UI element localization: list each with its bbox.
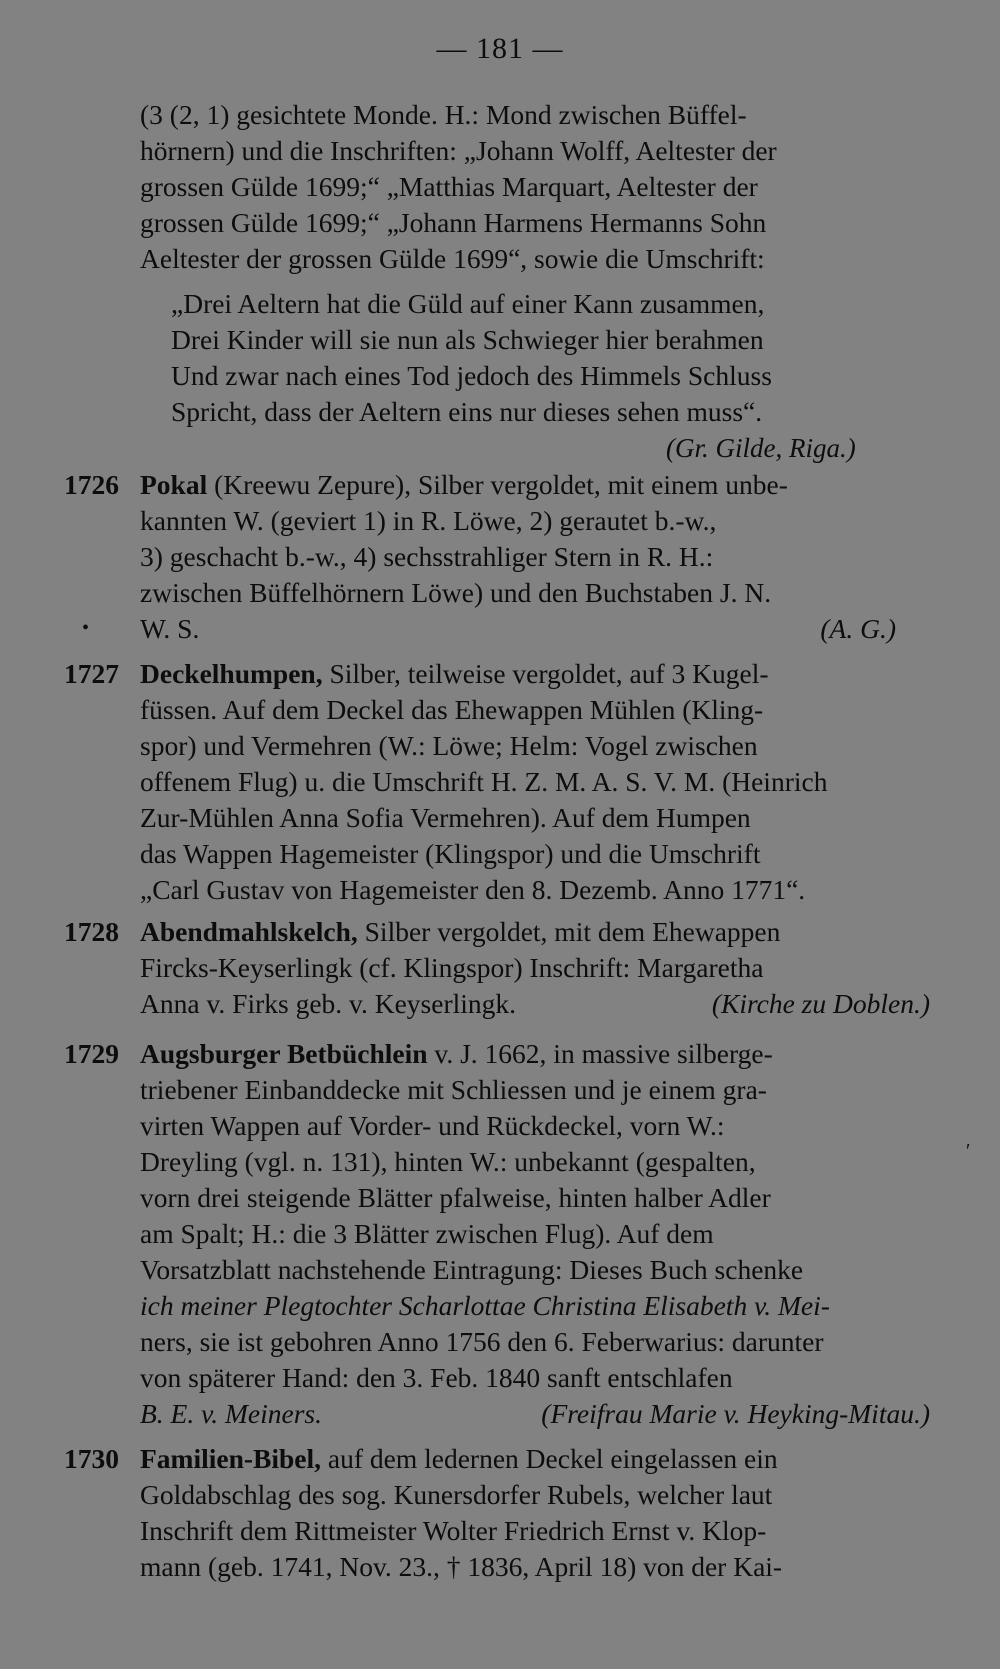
text-run: auf dem ledernen Deckel eingelassen ein bbox=[321, 1443, 778, 1474]
entry-title: Pokal bbox=[140, 469, 208, 500]
entry-title: Familien-Bibel, bbox=[140, 1443, 322, 1474]
text-line: Fircks-Keyserlingk (cf. Klingspor) Inschrift: Margaretha bbox=[140, 952, 764, 983]
text-line: B. E. v. Meiners. (Freifrau Marie v. Heyking-Mitau.) bbox=[140, 1396, 930, 1432]
entry-1728 bbox=[140, 914, 930, 1022]
text-line: offenem Flug) u. die Umschrift H. Z. M. A. S. V. M. (Heinrich bbox=[140, 766, 828, 797]
text-run: (Kreewu Zepure), Silber vergoldet, mit einem unbe- bbox=[207, 469, 788, 500]
text-line: ners, sie ist gebohren Anno 1756 den 6. Feberwarius: darunter bbox=[140, 1326, 824, 1357]
text-run: Silber, teilweise vergoldet, auf 3 Kugel- bbox=[322, 658, 769, 689]
entry-1727 bbox=[140, 656, 930, 908]
verse-line: Und zwar nach eines Tod jedoch des Himmels Schluss bbox=[171, 360, 772, 391]
text-line: „Carl Gustav von Hagemeister den 8. Dezemb. Anno 1771“. bbox=[140, 874, 806, 905]
text-line: Goldabschlag des sog. Kunersdorfer Rubels, welcher laut bbox=[140, 1479, 773, 1510]
text-line: virten Wappen auf Vorder- und Rückdeckel, vorn W.: bbox=[140, 1110, 725, 1141]
text-run: Silber vergoldet, mit dem Ehewappen bbox=[357, 916, 781, 947]
margin-mark: • bbox=[82, 617, 90, 639]
entry-number: 1728 bbox=[64, 916, 119, 947]
verse-line: Spricht, dass der Aeltern eins nur dieses sehen muss“. bbox=[171, 396, 763, 427]
text-line bbox=[140, 467, 930, 503]
text-line: 3) geschacht b.-w., 4) sechsstrahliger Stern in R. H.: bbox=[140, 541, 714, 572]
text-line: grossen Gülde 1699;“ „Matthias Marquart, Aeltester der bbox=[140, 171, 758, 202]
text-line: mann (geb. 1741, Nov. 23., † 1836, April 18) von der Kai- bbox=[140, 1551, 783, 1582]
entry-1729 bbox=[140, 1036, 930, 1432]
text-run bbox=[140, 1036, 773, 1072]
text-line: (3 (2, 1) gesichtete Monde. H.: Mond zwischen Büffel- bbox=[140, 99, 747, 130]
text-line: triebener Einbanddecke mit Schliessen und je einem gra- bbox=[140, 1074, 767, 1105]
text-line: spor) und Vermehren (W.: Löwe; Helm: Vogel zwischen bbox=[140, 730, 758, 761]
entry-source: (Gr. Gilde, Riga.) bbox=[666, 433, 856, 463]
intro-paragraph bbox=[140, 97, 930, 277]
entry-number: 1727 bbox=[64, 658, 119, 689]
text-line: am Spalt; H.: die 3 Blätter zwischen Flug). Auf dem bbox=[140, 1218, 714, 1249]
verse-line: „Drei Aeltern hat die Güld auf einer Kann zusammen, bbox=[171, 288, 765, 319]
verse-line: Drei Kinder will sie nun als Schwieger hier berahmen bbox=[171, 324, 764, 355]
text-run bbox=[140, 914, 780, 950]
verse-quote bbox=[171, 286, 901, 430]
margin-mark: ′ bbox=[966, 1140, 971, 1162]
text-run bbox=[140, 1441, 778, 1477]
text-line: Zur-Mühlen Anna Sofia Vermehren). Auf dem Humpen bbox=[140, 802, 751, 833]
text-line: grossen Gülde 1699;“ „Johann Harmens Hermanns Sohn bbox=[140, 207, 767, 238]
text-line: Aeltester der grossen Gülde 1699“, sowie die Umschrift: bbox=[140, 243, 765, 274]
entry-source: (A. G.) bbox=[820, 613, 896, 644]
entry-title: Augsburger Betbüchlein bbox=[140, 1038, 428, 1069]
text-line: Anna v. Firks geb. v. Keyserlingk. (Kirche zu Doblen.) bbox=[140, 986, 930, 1022]
text-line bbox=[140, 914, 930, 950]
text-line: füssen. Auf dem Deckel das Ehewappen Mühlen (Kling- bbox=[140, 694, 764, 725]
text-line: ich meiner Plegtochter Scharlottae Christina Elisabeth v. Mei- bbox=[140, 1290, 830, 1321]
text-line: W. S. (A. G.) bbox=[140, 611, 930, 647]
entry-source: (Kirche zu Doblen.) bbox=[711, 988, 930, 1019]
text-line: von späterer Hand: den 3. Feb. 1840 sanft entschlafen bbox=[140, 1362, 733, 1393]
entry-number: 1730 bbox=[64, 1443, 119, 1474]
text-line: das Wappen Hagemeister (Klingspor) und die Umschrift bbox=[140, 838, 761, 869]
entry-number: 1729 bbox=[64, 1038, 119, 1069]
entry-source: (Freifrau Marie v. Heyking-Mitau.) bbox=[541, 1398, 930, 1429]
text-line bbox=[140, 1441, 930, 1477]
text-run: v. J. 1662, in massive silberge- bbox=[427, 1038, 773, 1069]
entry-1730 bbox=[140, 1441, 930, 1585]
text-run bbox=[140, 467, 788, 503]
text-line: Vorsatzblatt nachstehende Eintragung: Dieses Buch schenke bbox=[140, 1254, 804, 1285]
text-line bbox=[140, 656, 930, 692]
text-line bbox=[140, 1036, 930, 1072]
text-line: Inschrift dem Rittmeister Wolter Friedrich Ernst v. Klop- bbox=[140, 1515, 767, 1546]
text-line: kannten W. (geviert 1) in R. Löwe, 2) gerautet b.-w., bbox=[140, 505, 717, 536]
entry-number: 1726 bbox=[64, 469, 119, 500]
text-line: vorn drei steigende Blätter pfalweise, hinten halber Adler bbox=[140, 1182, 771, 1213]
entry-title: Deckelhumpen, bbox=[140, 658, 323, 689]
entry-title: Abendmahlskelch, bbox=[140, 916, 358, 947]
text-run bbox=[140, 656, 769, 692]
entry-1726 bbox=[140, 467, 930, 647]
page-number: — 181 — bbox=[436, 32, 564, 65]
text-line: hörnern) und die Inschriften: „Johann Wolff, Aeltester der bbox=[140, 135, 777, 166]
text-line: Dreyling (vgl. n. 131), hinten W.: unbekannt (gespalten, bbox=[140, 1146, 756, 1177]
text-line: zwischen Büffelhörnern Löwe) und den Buchstaben J. N. bbox=[140, 577, 772, 608]
